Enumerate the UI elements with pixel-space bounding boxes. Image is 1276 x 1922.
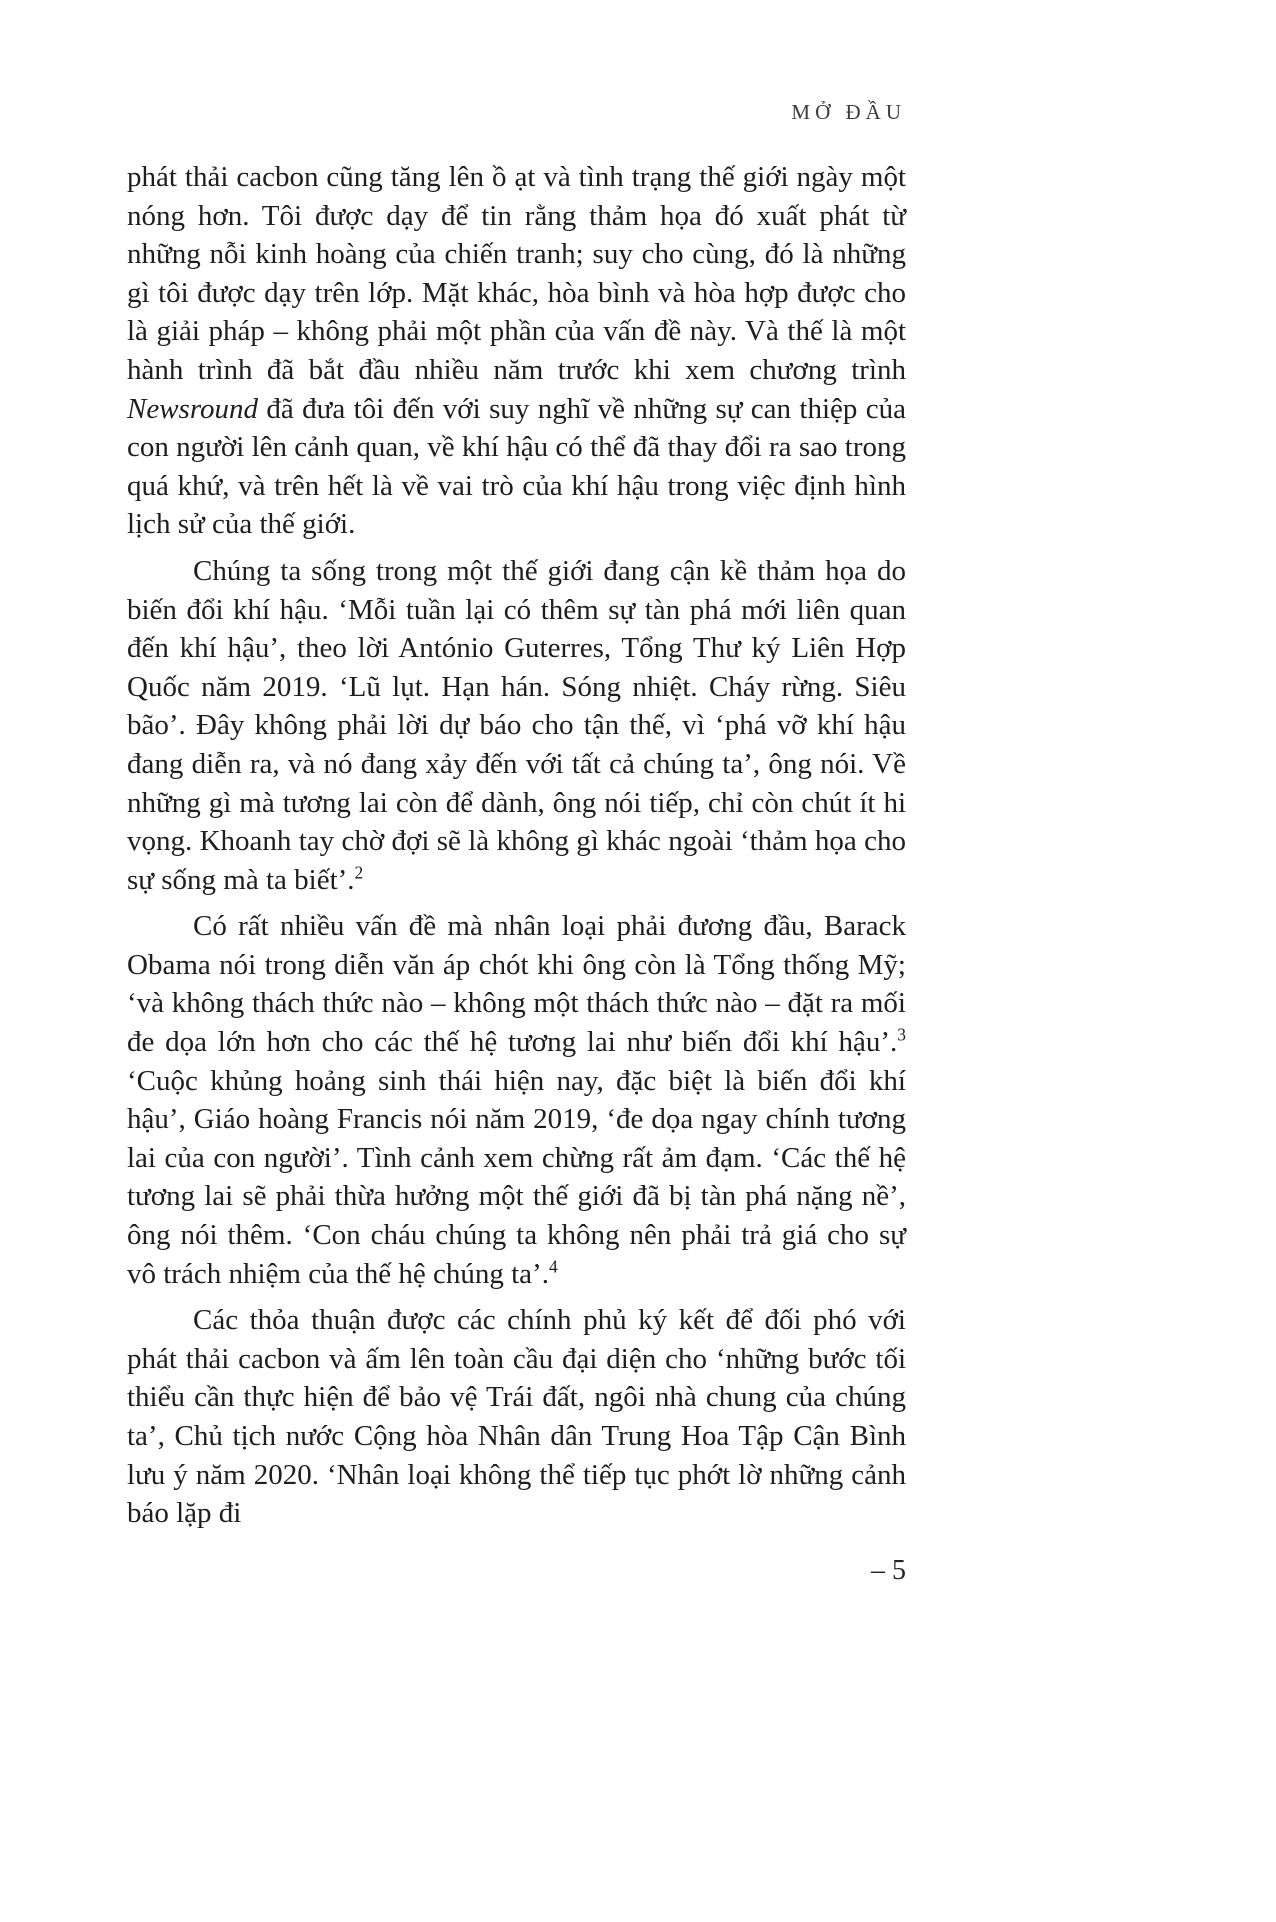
text-run: Chúng ta sống trong một thế giới đang cận kề thảm họa do biến đổi khí hậu. ‘Mỗi tuần lại có thêm sự tàn phá mới liên quan đến khí hậu’, theo lời António Guterres, Tổng Thư ký Liên Hợp Quốc năm 2019. ‘Lũ lụt. Hạn hán. Sóng nhiệt. Cháy rừng. Siêu bão’. Đây không phải lời dự báo cho tận thế, vì ‘phá vỡ khí hậu đang diễn ra, và nó đang xảy đến với tất cả chúng ta’, ông nói. Về những gì mà tương lai còn để dành, ông nói tiếp, chỉ còn chút ít hi vọng. Khoanh tay chờ đợi sẽ là không gì khác ngoài ‘thảm họa cho sự sống mà ta biết’. [127,554,906,896]
text-run: Các thỏa thuận được các chính phủ ký kết để đối phó với phát thải cacbon và ấm lên toàn cầu đại diện cho ‘những bước tối thiểu cần thực hiện để bảo vệ Trái đất, ngôi nhà chung của chúng ta’, Chủ tịch nước Cộng hòa Nhân dân Trung Hoa Tập Cận Bình lưu ý năm 2020. ‘Nhân loại không thể tiếp tục phớt lờ những cảnh báo lặp đi [127,1304,906,1530]
footnote-reference: 3 [897,1024,906,1045]
footnote-reference: 2 [354,862,364,883]
paragraph [127,1301,906,1533]
text-run: phát thải cacbon cũng tăng lên ồ ạt và tình trạng thế giới ngày một nóng hơn. Tôi được dạy để tin rằng thảm họa đó xuất phát từ những nỗi kinh hoàng của chiến tranh; suy cho cùng, đó là những gì tôi được dạy trên lớp. Mặt khác, hòa bình và hòa hợp được cho là giải pháp – không phải một phần của vấn đề này. Và thế là một hành trình đã bắt đầu nhiều năm trước khi xem chương trình [127,161,906,386]
footnote-reference: 4 [548,1255,558,1276]
italic-text-run: Newsround [127,392,259,425]
body-text [127,158,906,1533]
text-run: Có rất nhiều vấn đề mà nhân loại phải đương đầu, Barack Obama nói trong diễn văn áp chót khi ông còn là Tổng thống Mỹ; ‘và không thách thức nào – không một thách thức nào – đặt ra mối đe dọa lớn hơn cho các thế hệ tương lai như biến đổi khí hậu’. [127,910,906,1059]
text-run: đã đưa tôi đến với suy nghĩ về những sự can thiệp của con người lên cảnh quan, về khí hậu có thể đã thay đổi ra sao trong quá khứ, và trên hết là về vai trò của khí hậu trong việc định hình lịch sử của thế giới. [127,392,906,541]
page-content [127,158,906,1587]
running-head: MỞ ĐẦU [791,100,906,124]
paragraph [127,907,906,1293]
paragraph [127,552,906,899]
page-number: – 5 [871,1554,906,1586]
paragraph [127,158,906,544]
text-run: ‘Cuộc khủng hoảng sinh thái hiện nay, đặc biệt là biến đổi khí hậu’, Giáo hoàng Francis nói năm 2019, ‘đe dọa ngay chính tương lai của con người’. Tình cảnh xem chừng rất ảm đạm. ‘Các thế hệ tương lai sẽ phải thừa hưởng một thế giới đã bị tàn phá nặng nề’, ông nói thêm. ‘Con cháu chúng ta không nên phải trả giá cho sự vô trách nhiệm của thế hệ chúng ta’. [127,1064,906,1290]
